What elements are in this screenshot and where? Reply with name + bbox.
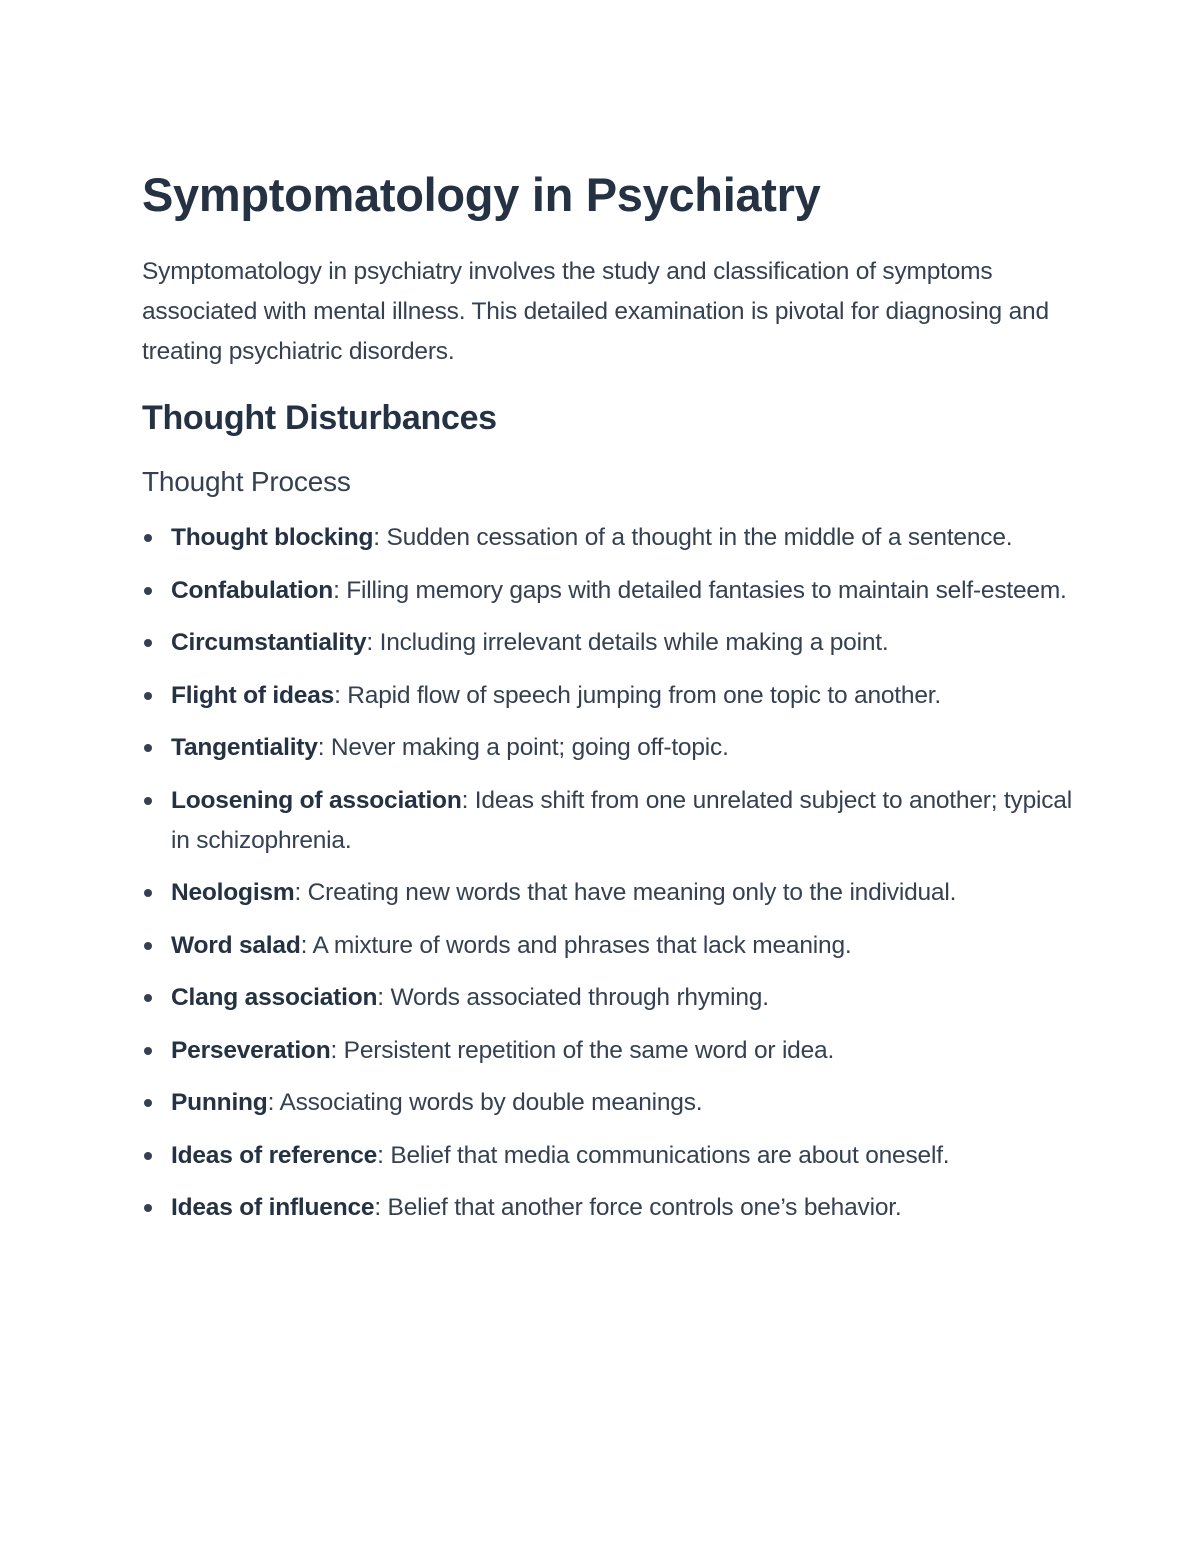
term-definition: : Including irrelevant details while making a point. — [366, 629, 889, 656]
list-item — [142, 676, 1072, 716]
bullet-icon — [144, 692, 152, 700]
document-page — [142, 165, 1072, 1241]
list-item — [142, 781, 1072, 861]
term-label: Ideas of reference — [171, 1141, 378, 1169]
term-label: Loosening of association — [171, 786, 462, 814]
term-definition: : Creating new words that have meaning only to the individual. — [294, 879, 957, 906]
term-label: Flight of ideas — [171, 681, 335, 709]
term-label: Word salad — [171, 931, 301, 959]
term-label: Clang association — [171, 984, 378, 1011]
term-label: Perseveration — [171, 1036, 331, 1064]
list-item — [142, 1136, 1072, 1176]
bullet-icon — [144, 1152, 152, 1160]
bullet-icon — [144, 639, 152, 647]
list-item — [142, 623, 1072, 663]
term-label: Thought blocking — [171, 524, 374, 551]
term-list — [142, 518, 1072, 1228]
bullet-icon — [144, 744, 152, 752]
page-title: Symptomatology in Psychiatry — [142, 168, 821, 221]
term-definition: : Filling memory gaps with detailed fantasies to maintain self-esteem. — [333, 576, 1067, 604]
term-label: Circumstantiality — [171, 629, 367, 656]
bullet-icon — [144, 942, 152, 950]
bullet-icon — [144, 889, 152, 897]
bullet-icon — [144, 1204, 152, 1212]
term-definition: : Ideas shift from one unrelated subject to another; typical in schizophrenia. — [171, 786, 1072, 854]
term-definition: : Persistent repetition of the same word or idea. — [330, 1036, 835, 1064]
intro-paragraph: Symptomatology in psychiatry involves the study and classification of symptoms associated with mental illness. This detailed examination is pivotal for diagnosing and treating psychiatric disorders. — [142, 258, 1049, 365]
term-definition: : Never making a point; going off-topic. — [317, 734, 729, 761]
list-item — [142, 1188, 1072, 1228]
term-label: Confabulation — [171, 576, 334, 604]
term-definition: : Belief that media communications are about oneself. — [377, 1141, 950, 1169]
subsection-heading: Thought Process — [142, 466, 351, 497]
list-item — [142, 873, 1072, 913]
term-definition: : A mixture of words and phrases that lack meaning. — [300, 931, 852, 959]
term-definition: : Associating words by double meanings. — [267, 1089, 703, 1116]
list-item — [142, 1083, 1072, 1123]
term-definition: : Words associated through rhyming. — [377, 984, 769, 1011]
term-label: Punning — [171, 1089, 268, 1116]
list-item — [142, 728, 1072, 768]
bullet-icon — [144, 1047, 152, 1055]
term-definition: : Belief that another force controls one’s behavior. — [374, 1194, 902, 1221]
term-definition: : Sudden cessation of a thought in the middle of a sentence. — [373, 524, 1013, 551]
bullet-icon — [144, 994, 152, 1002]
term-label: Neologism — [171, 879, 295, 906]
term-definition: : Rapid flow of speech jumping from one topic to another. — [334, 681, 941, 709]
list-item — [142, 1031, 1072, 1071]
bullet-icon — [144, 797, 152, 805]
term-label: Ideas of influence — [171, 1194, 375, 1221]
bullet-icon — [144, 534, 152, 542]
list-item — [142, 978, 1072, 1018]
list-item — [142, 518, 1072, 558]
list-item — [142, 926, 1072, 966]
bullet-icon — [144, 1099, 152, 1107]
bullet-icon — [144, 587, 152, 595]
section-heading: Thought Disturbances — [142, 399, 497, 437]
term-label: Tangentiality — [171, 734, 318, 761]
list-item — [142, 571, 1072, 611]
